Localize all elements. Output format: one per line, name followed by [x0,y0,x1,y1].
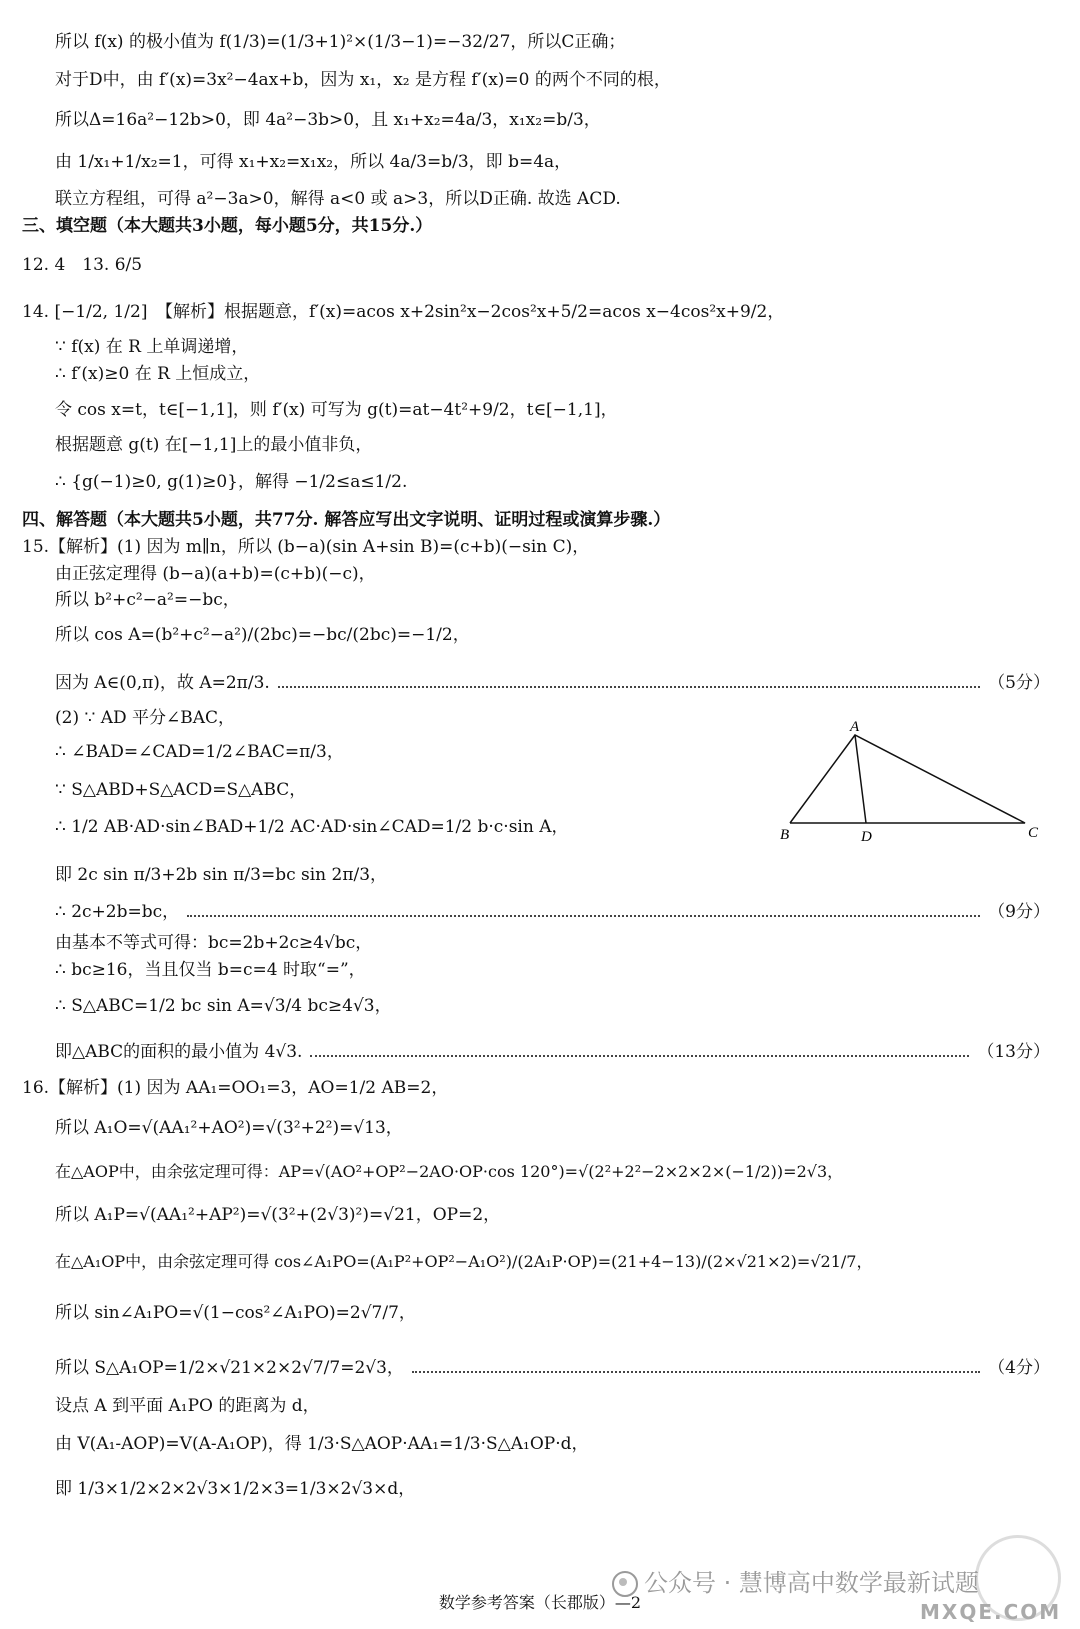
text-line: 由 V(A₁-AOP)=V(A-A₁OP)，得 1/3·S△AOP·AA₁=1/3·S△A₁OP·d， [55,1434,589,1454]
text-line: ∴ 1/2 AB·AD·sin∠BAD+1/2 AC·AD·sin∠CAD=1/2 b·c·sin A， [55,817,569,837]
text-line: 所以 f(x) 的极小值为 f(1/3)=(1/3+1)²×(1/3−1)=−32/27，所以C正确； [55,32,626,52]
scored-line [55,1040,1050,1064]
scored-line [55,1356,1050,1380]
score-label: （13分） [977,1042,1050,1062]
label-c: C [1028,825,1039,841]
text-line: 即 2c sin π/3+2b sin π/3=bc sin 2π/3， [55,865,388,885]
text-line: 12. 4 13. 6/5 [22,255,143,275]
text-line: 即 1/3×1/2×2×2√3×1/2×3=1/3×2√3×d， [55,1479,416,1499]
text-line: 在△A₁OP中，由余弦定理可得 cos∠A₁PO=(A₁P²+OP²−A₁O²)/(2A₁P·OP)=(21+4−13)/(2×√21×2)=√21/7， [55,1252,873,1271]
text-line: 联立方程组，可得 a²−3a>0，解得 a<0 或 a>3，所以D正确. 故选 ACD. [55,189,621,209]
text-line: ∴ {g(−1)≥0, g(1)≥0}，解得 −1/2≤a≤1/2. [55,472,408,492]
score-label: （4分） [988,1358,1050,1378]
text-line: 令 cos x=t，t∈[−1,1]，则 f′(x) 可写为 g(t)=at−4t²+9/2，t∈[−1,1]， [55,400,618,420]
text-line: 所以 A₁P=√(AA₁²+AP²)=√(3²+(2√3)²)=√21，OP=2， [55,1205,501,1225]
text-line: 因为 A∈(0,π)，故 A=2π/3. [55,673,270,693]
bisector-ad [855,735,866,823]
dot-leader [187,901,980,917]
text-line: ∴ bc≥16，当且仅当 b=c=4 时取“=”， [55,960,366,980]
scored-line [55,671,1050,695]
text-line: (2) ∵ AD 平分∠BAC， [55,708,236,728]
text-line: 由 1/x₁+1/x₂=1，可得 x₁+x₂=x₁x₂，所以 4a/3=b/3，即 b=4a， [55,152,572,172]
text-line: ∴ ∠BAD=∠CAD=1/2∠BAC=π/3， [55,742,344,762]
triangle-abc [790,735,1025,823]
text-line: 15.【解析】(1) 因为 m∥n，所以 (b−a)(sin A+sin B)=(c+b)(−sin C)， [22,537,590,557]
text-line: 14. [−1/2, 1/2] 【解析】根据题意，f′(x)=acos x+2sin²x−2cos²x+5/2=acos x−4cos²x+9/2， [22,302,785,322]
text-line: ∴ S△ABC=1/2 bc sin A=√3/4 bc≥4√3， [55,996,392,1016]
section-heading: 四、解答题（本大题共5小题，共77分. 解答应写出文字说明、证明过程或演算步骤.） [22,510,671,530]
text-line: 所以 sin∠A₁PO=√(1−cos²∠A₁PO)=2√7/7， [55,1303,416,1323]
section-heading: 三、填空题（本大题共3小题，每小题5分，共15分.） [22,216,433,236]
text-line: 16.【解析】(1) 因为 AA₁=OO₁=3，AO=1/2 AB=2， [22,1078,449,1098]
text-line: 在△AOP中，由余弦定理可得：AP=√(AO²+OP²−2AO·OP·cos 120°)=√(2²+2²−2×2×2×(−1/2))=2√3， [55,1162,844,1181]
text-line: 由基本不等式可得：bc=2b+2c≥4√bc， [55,933,373,953]
text-line: 所以 b²+c²−a²=−bc， [55,590,240,610]
text-line: 由正弦定理得 (b−a)(a+b)=(c+b)(−c)， [55,564,376,584]
page-footer: 数学参考答案（长郡版）—2 [438,1593,642,1612]
label-a: A [850,719,860,735]
score-label: （9分） [988,902,1050,922]
dot-leader [310,1041,969,1057]
text-line: 所以 cos A=(b²+c²−a²)/(2bc)=−bc/(2bc)=−1/2， [55,625,470,645]
site-watermark: MXQE.COM [920,1600,1062,1624]
dot-leader [278,672,980,688]
watermark-text: 公众号 · 慧博高中数学最新试题 [644,1569,979,1597]
score-label: （5分） [988,673,1050,693]
text-line: 所以 A₁O=√(AA₁²+AO²)=√(3²+2²)=√13， [55,1118,403,1138]
dot-leader [412,1357,980,1373]
text-line: 所以 S△A₁OP=1/2×√21×2×2√7/7=2√3， [55,1358,404,1378]
text-line: 即△ABC的面积的最小值为 4√3. [55,1042,303,1062]
text-line: 所以Δ=16a²−12b>0，即 4a²−3b>0，且 x₁+x₂=4a/3，x₁x₂=b/3， [55,110,601,130]
scored-line [55,900,1050,924]
text-line: 根据题意 g(t) 在[−1,1]上的最小值非负， [55,435,373,455]
text-line: 设点 A 到平面 A₁PO 的距离为 d， [55,1396,320,1416]
text-line: 对于D中，由 f′(x)=3x²−4ax+b，因为 x₁，x₂ 是方程 f′(x)=0 的两个不同的根， [55,70,671,90]
label-d: D [861,829,872,845]
text-line: ∴ 2c+2b=bc， [55,902,180,922]
text-line: ∵ f(x) 在 R 上单调递增， [55,337,249,357]
label-b: B [780,827,790,843]
text-line: ∵ S△ABD+S△ACD=S△ABC， [55,780,307,800]
triangle-figure [780,719,1050,850]
text-line: ∴ f′(x)≥0 在 R 上恒成立， [55,364,261,384]
